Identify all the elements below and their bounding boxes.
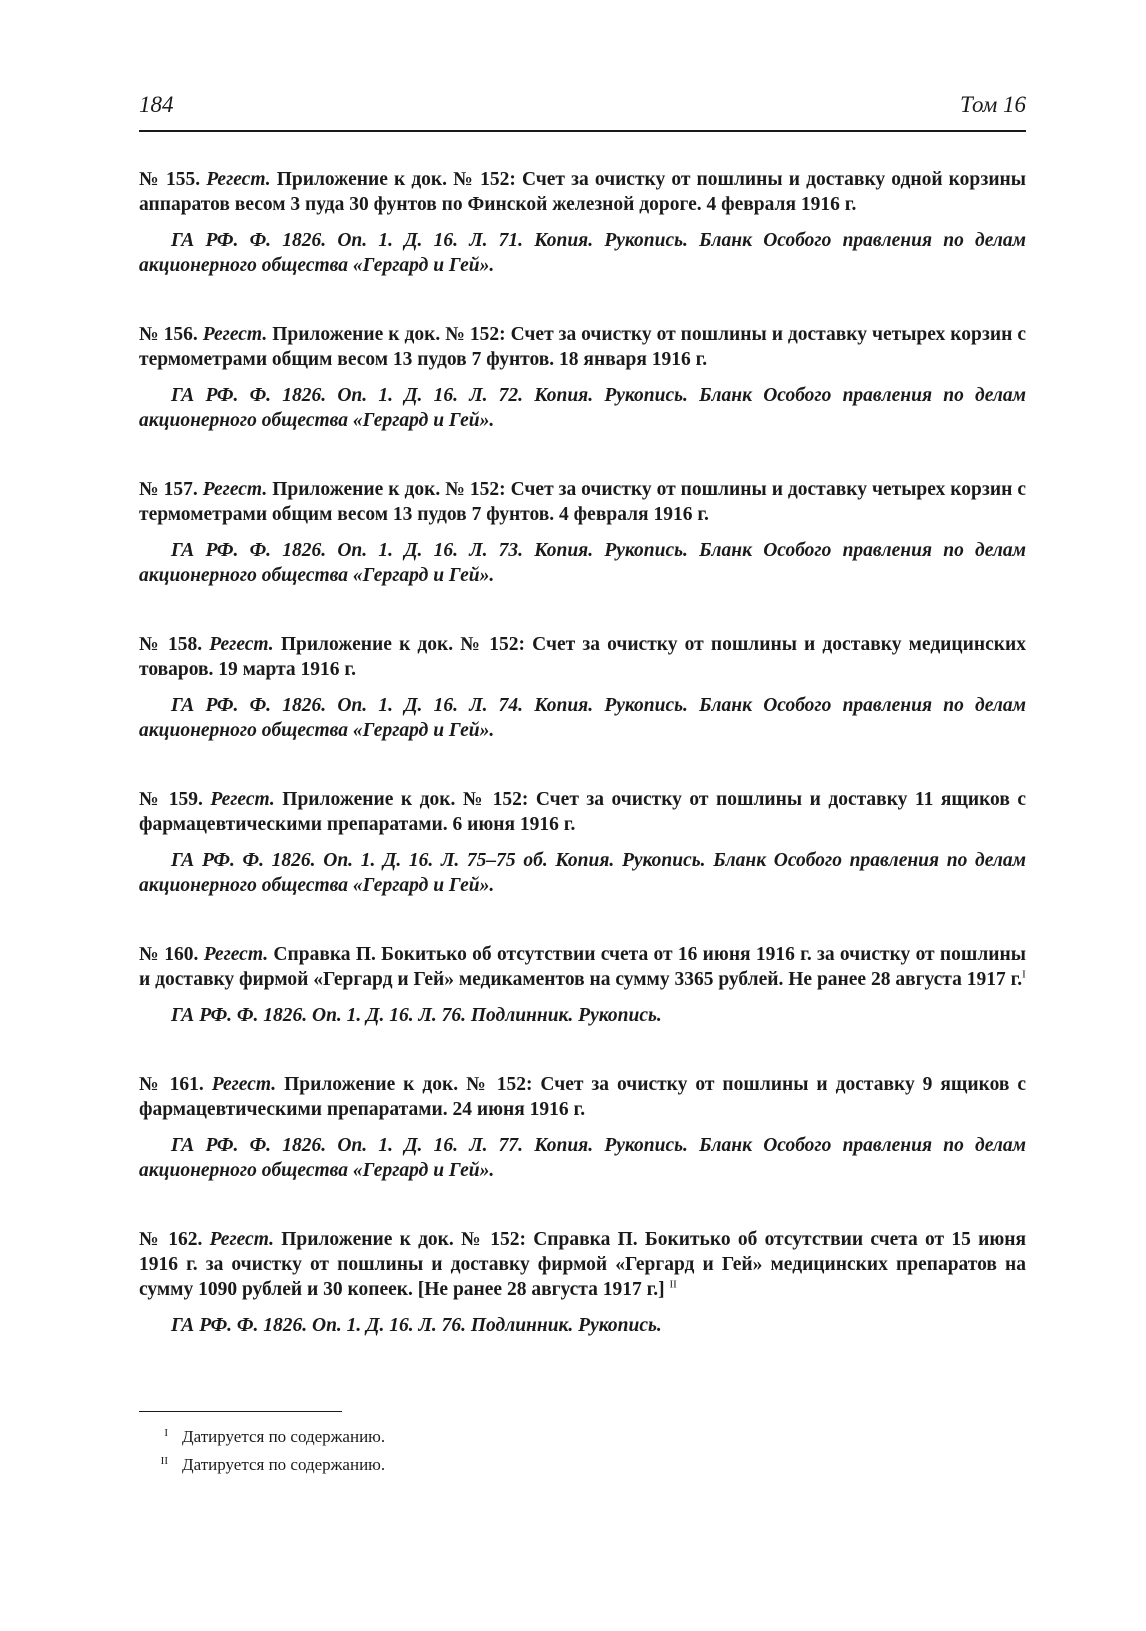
entry-number: № 155. — [139, 169, 201, 190]
volume-label: Том 16 — [959, 92, 1026, 117]
entry-number: № 162. — [139, 1229, 203, 1250]
running-head — [139, 92, 1026, 118]
footnote-ref[interactable]: I — [1022, 968, 1026, 981]
entry-label: Регест. — [210, 789, 275, 810]
regest-text — [139, 1227, 1026, 1302]
regest-text — [139, 477, 1026, 527]
entry-label: Регест. — [206, 169, 271, 190]
entries-list — [139, 167, 1026, 1382]
footnote-rule — [139, 1411, 342, 1412]
entry-159 — [139, 787, 1026, 898]
entry-label: Регест. — [202, 479, 268, 500]
entry-number: № 161. — [139, 1074, 204, 1095]
archive-source: ГА РФ. Ф. 1826. Оп. 1. Д. 16. Л. 73. Копия. Рукопись. Бланк Особого правления по делам акционерного общества «Гергард и Гей». — [139, 540, 1026, 586]
entry-161 — [139, 1072, 1026, 1183]
footnotes — [139, 1423, 1026, 1479]
entry-160 — [139, 942, 1026, 1028]
archive-source: ГА РФ. Ф. 1826. Оп. 1. Д. 16. Л. 74. Копия. Рукопись. Бланк Особого правления по делам акционерного общества «Гергард и Гей». — [139, 695, 1026, 741]
entry-162 — [139, 1227, 1026, 1338]
footnote — [139, 1451, 1026, 1479]
footnote-ref[interactable]: II — [669, 1278, 677, 1291]
regest-text — [139, 632, 1026, 682]
entry-156 — [139, 322, 1026, 433]
footnote-mark: I — [164, 1427, 168, 1439]
entry-text: Приложение к док. № 152: Справка П. Бокитько об отсутствии счета от 15 июня 1916 г. за очистку от пошлины и доставку фирмой «Гергард и Гей» медицинских препаратов на сумму 1090 рублей и 30 копеек. [Не ранее 28 августа 1917 г.] — [139, 1229, 1027, 1300]
page-number: 184 — [139, 92, 174, 117]
archive-source: ГА РФ. Ф. 1826. Оп. 1. Д. 16. Л. 75–75 об. Копия. Рукопись. Бланк Особого правления по делам акционерного общества «Гергард и Гей». — [139, 850, 1026, 896]
entry-number: № 157. — [139, 479, 198, 500]
regest-text — [139, 167, 1026, 217]
entry-text: Приложение к док. № 152: Счет за очистку от пошлины и доставку 11 ящиков с фармацевтическими препаратами. 6 июня 1916 г. — [139, 789, 1027, 835]
regest-text — [139, 1072, 1026, 1122]
archive-source: ГА РФ. Ф. 1826. Оп. 1. Д. 16. Л. 76. Подлинник. Рукопись. — [171, 1005, 662, 1026]
entry-number: № 158. — [139, 634, 203, 655]
regest-text — [139, 787, 1026, 837]
footnote-text: Датируется по содержанию. — [182, 1427, 386, 1446]
entry-label: Регест. — [209, 1229, 274, 1250]
footnote-mark: II — [160, 1455, 168, 1467]
entry-label: Регест. — [211, 1074, 277, 1095]
archive-source: ГА РФ. Ф. 1826. Оп. 1. Д. 16. Л. 72. Копия. Рукопись. Бланк Особого правления по делам акционерного общества «Гергард и Гей». — [139, 385, 1026, 431]
entry-number: № 160. — [139, 944, 199, 965]
regest-text — [139, 322, 1026, 372]
entry-label: Регест. — [209, 634, 274, 655]
entry-157 — [139, 477, 1026, 588]
footnote — [139, 1423, 1026, 1451]
entry-label: Регест. — [202, 324, 268, 345]
entry-155 — [139, 167, 1026, 278]
entry-158 — [139, 632, 1026, 743]
entry-text: Справка П. Бокитько об отсутствии счета от 16 июня 1916 г. за очистку от пошлины и доставку фирмой «Гергард и Гей» медикаментов на сумму 3365 рублей. Не ранее 28 августа 1917 г. — [139, 944, 1027, 990]
footnote-text: Датируется по содержанию. — [182, 1455, 386, 1474]
archive-source: ГА РФ. Ф. 1826. Оп. 1. Д. 16. Л. 71. Копия. Рукопись. Бланк Особого правления по делам акционерного общества «Гергард и Гей». — [139, 230, 1026, 276]
entry-text: Приложение к док. № 152: Счет за очистку от пошлины и доставку медицинских товаров. 19 марта 1916 г. — [139, 634, 1027, 680]
entry-text: Приложение к док. № 152: Счет за очистку от пошлины и доставку одной корзины аппаратов весом 3 пуда 30 фунтов по Финской железной дороге. 4 февраля 1916 г. — [139, 169, 1027, 215]
entry-text: Приложение к док. № 152: Счет за очистку от пошлины и доставку четырех корзин с термометрами общим весом 13 пудов 7 фунтов. 4 февраля 1916 г. — [139, 479, 1027, 525]
entry-number: № 156. — [139, 324, 198, 345]
regest-text — [139, 942, 1026, 992]
entry-label: Регест. — [203, 944, 269, 965]
entry-text: Приложение к док. № 152: Счет за очистку от пошлины и доставку четырех корзин с термометрами общим весом 13 пудов 7 фунтов. 18 января 1916 г. — [139, 324, 1027, 370]
entry-text: Приложение к док. № 152: Счет за очистку от пошлины и доставку 9 ящиков с фармацевтическими препаратами. 24 июня 1916 г. — [139, 1074, 1027, 1120]
entry-number: № 159. — [139, 789, 203, 810]
archive-source: ГА РФ. Ф. 1826. Оп. 1. Д. 16. Л. 77. Копия. Рукопись. Бланк Особого правления по делам акционерного общества «Гергард и Гей». — [139, 1135, 1026, 1181]
header-rule — [139, 130, 1026, 132]
archive-source: ГА РФ. Ф. 1826. Оп. 1. Д. 16. Л. 76. Подлинник. Рукопись. — [171, 1315, 662, 1336]
